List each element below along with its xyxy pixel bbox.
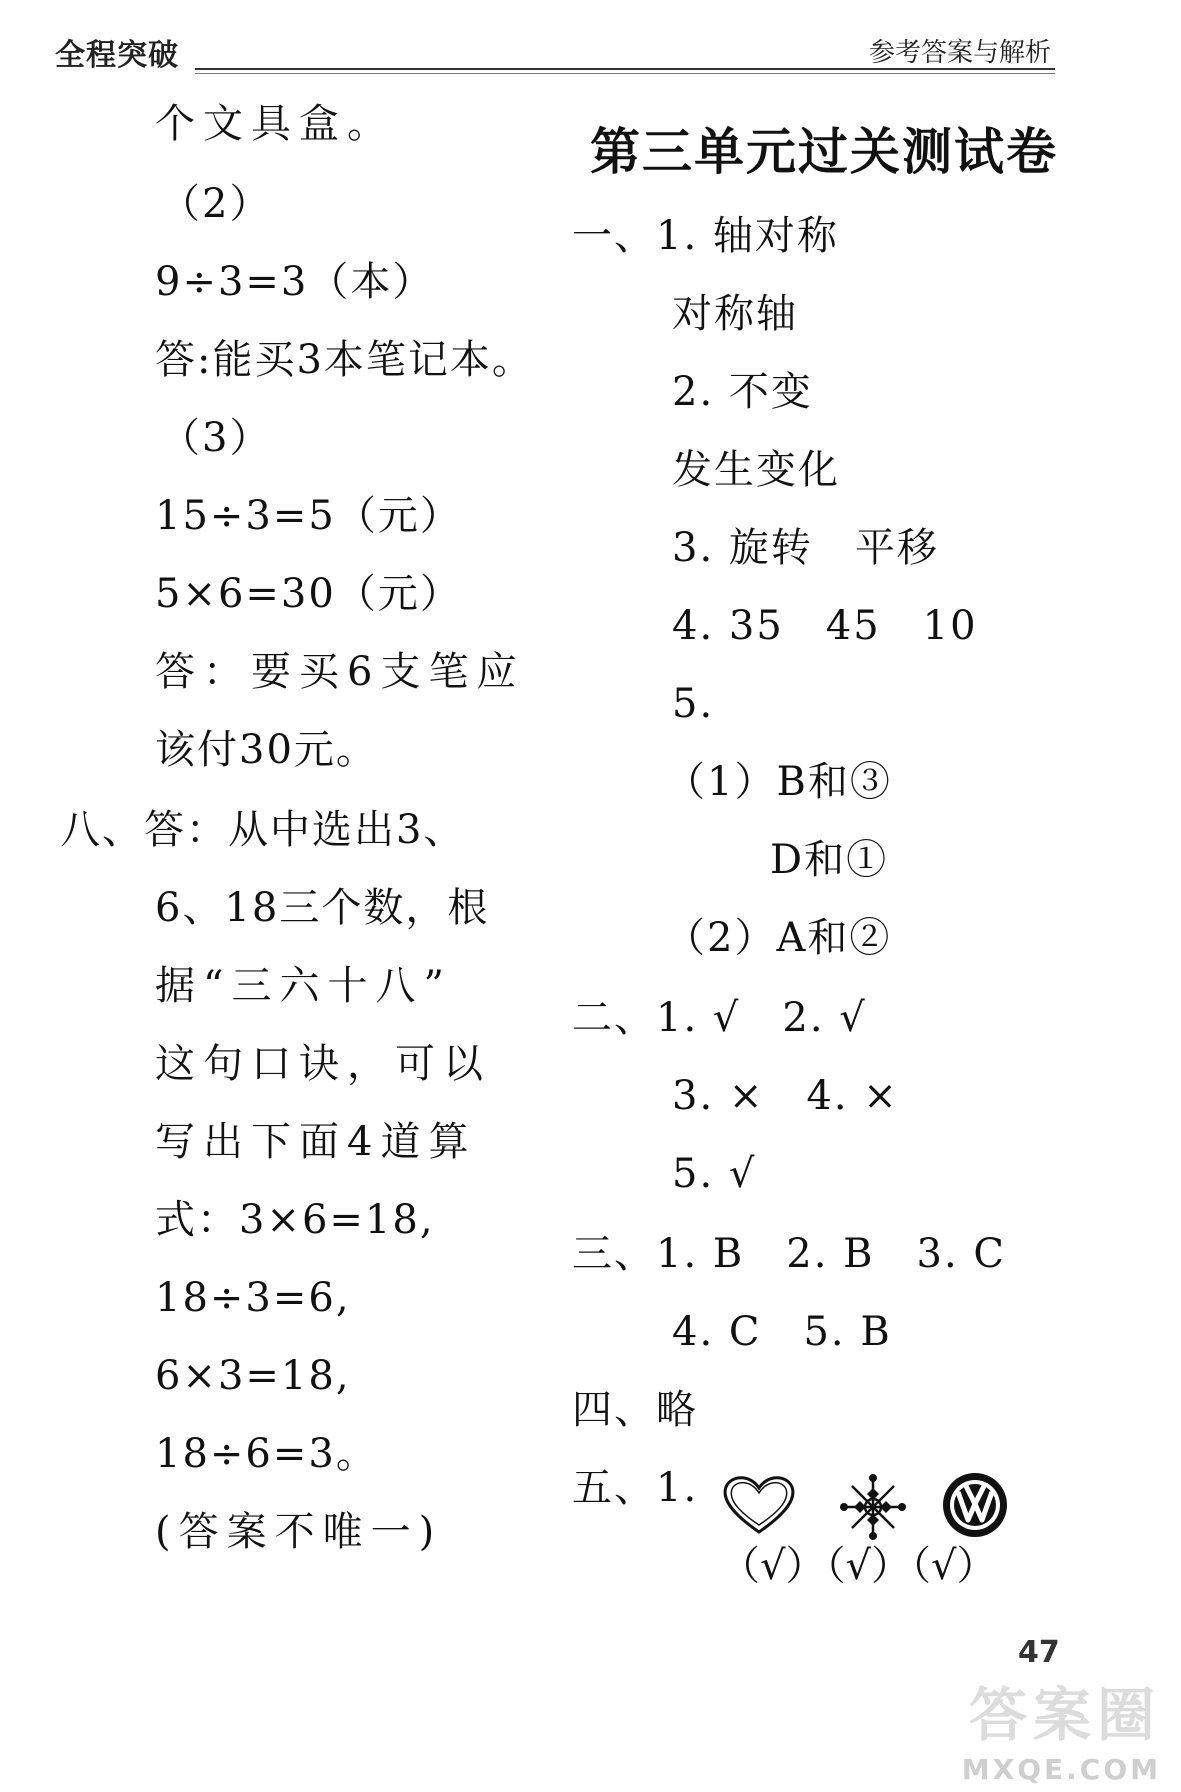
right-line: 五、1. bbox=[572, 1465, 699, 1511]
right-line: 四、略 bbox=[572, 1387, 698, 1433]
left-line: 答:能买3本笔记本。 bbox=[155, 337, 534, 383]
right-line: 3. 旋转 平移 bbox=[672, 525, 939, 571]
right-line: 三、1. B 2. B 3. C bbox=[572, 1231, 1007, 1277]
right-line: 二、1. √ 2. √ bbox=[572, 995, 867, 1041]
left-line: 八、答：从中选出3、 bbox=[60, 807, 466, 853]
right-line: 4. 35 45 10 bbox=[672, 603, 978, 649]
right-line: 5. √ bbox=[672, 1151, 757, 1197]
left-line: 6×3=18, bbox=[155, 1353, 351, 1399]
right-line: 5. bbox=[672, 681, 715, 727]
unit-test-title: 第三单元过关测试卷 bbox=[590, 123, 1058, 181]
left-line: 6、18三个数，根 bbox=[155, 885, 490, 931]
page-number: 47 bbox=[1018, 1635, 1060, 1670]
section-title: 参考答案与解析 bbox=[868, 38, 1051, 68]
left-line: 18÷6=3。 bbox=[155, 1431, 378, 1477]
watermark-url: MXQE.COM bbox=[961, 1753, 1161, 1786]
left-line: 9÷3=3（本） bbox=[155, 259, 435, 305]
watermark: 答案圈 bbox=[968, 1681, 1161, 1749]
left-line: 据“三六十八” bbox=[155, 963, 452, 1009]
header-rule bbox=[195, 68, 1055, 70]
heart-icon bbox=[720, 1472, 798, 1536]
left-line: 这句口诀，可以 bbox=[155, 1041, 491, 1087]
left-line: 18÷3=6, bbox=[155, 1275, 351, 1321]
left-line: 个文具盒。 bbox=[155, 101, 395, 147]
left-line: 式：3×6=18, bbox=[155, 1197, 435, 1243]
right-line: D和① bbox=[770, 837, 889, 883]
left-line: 该付30元。 bbox=[155, 727, 378, 773]
left-line: 写出下面4道算 bbox=[155, 1119, 477, 1165]
left-line: （2） bbox=[160, 181, 272, 227]
left-line: （3） bbox=[160, 415, 272, 461]
q5-check-answers: （√）（√）（√） bbox=[720, 1543, 997, 1589]
right-line: 一、1. 轴对称 bbox=[572, 213, 839, 259]
header-rule-thin bbox=[195, 73, 1055, 74]
left-line: 答：要买6支笔应 bbox=[155, 649, 525, 695]
right-line: 4. C 5. B bbox=[672, 1309, 892, 1355]
book-logo: 全程突破 bbox=[55, 38, 179, 73]
snowflake-icon bbox=[838, 1472, 908, 1542]
vw-logo-icon bbox=[940, 1470, 1010, 1540]
right-line: 发生变化 bbox=[672, 447, 840, 493]
right-line: （1）B和③ bbox=[665, 759, 892, 805]
right-line: 对称轴 bbox=[672, 291, 798, 337]
right-line: 2. 不变 bbox=[672, 369, 813, 415]
left-line: (答案不唯一) bbox=[155, 1509, 443, 1555]
right-line: 3. × 4. × bbox=[672, 1073, 899, 1119]
left-line: 15÷3=5（元） bbox=[155, 493, 462, 539]
left-line: 5×6=30（元） bbox=[155, 571, 462, 617]
right-line: （2）A和② bbox=[665, 915, 892, 961]
